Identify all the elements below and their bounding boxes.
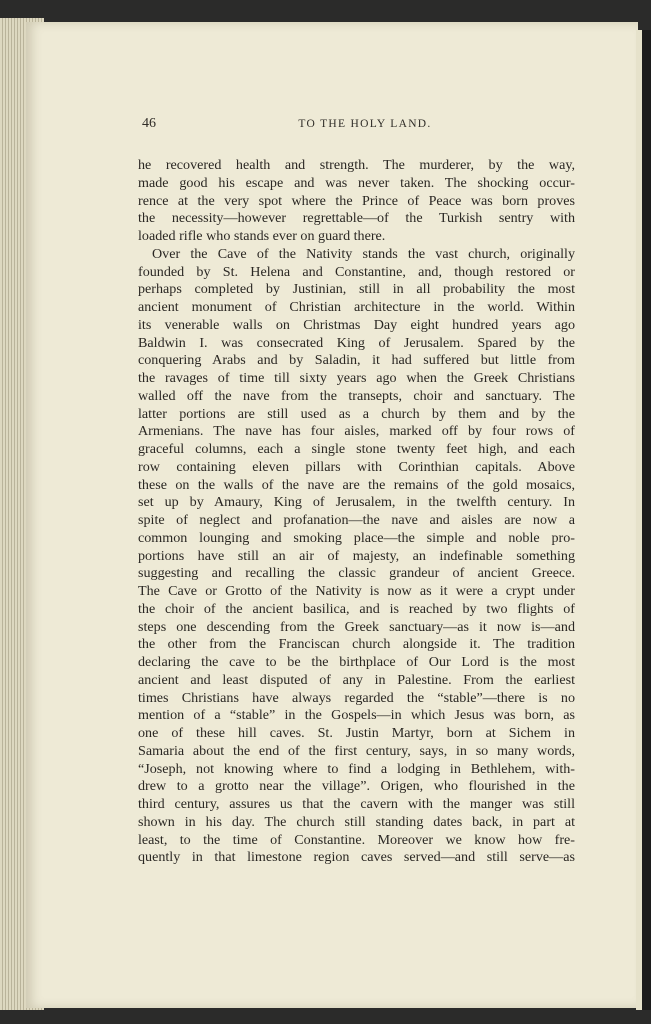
text-line: mention of a “stable” in the Gospels—in which Jesus was born, as (138, 707, 575, 724)
running-head: TO THE HOLY LAND. (298, 118, 432, 130)
text-line: the other from the Franciscan church alongside it. The tradition (138, 636, 575, 653)
text-line: he recovered health and strength. The murderer, by the way, (138, 157, 575, 173)
text-line: the necessity—however regrettable—of the Turkish sentry with (138, 210, 575, 227)
text-line: the choir of the ancient basilica, and is reached by two flights of (138, 600, 575, 617)
text-line: drew to a grotto near the village”. Origen, who flourished in the (138, 778, 575, 795)
text-line: the ravages of time till sixty years ago when the Greek Christians (138, 370, 575, 386)
text-line: made good his escape and was never taken. The shocking occur- (138, 174, 575, 191)
text-line: ancient monument of Christian architecture in the world. Within (138, 299, 575, 315)
text-line: loaded rifle who stands ever on guard there. (138, 228, 386, 244)
text-line: quently in that limestone region caves served—and still serve—as (138, 849, 575, 866)
text-line: conquering Arabs and by Saladin, it had suffered but little from (138, 352, 575, 369)
text-line: Armenians. The nave has four aisles, marked off by four rows of (138, 423, 575, 440)
text-line: Over the Cave of the Nativity stands the vast church, originally (152, 245, 575, 262)
text-line: ancient and least disputed of any in Palestine. From the earliest (138, 671, 575, 688)
text-line: founded by St. Helena and Constantine, and, though restored or (138, 263, 575, 280)
text-line: spite of neglect and profanation—the nave and aisles are now a (138, 512, 575, 528)
text-line: graceful columns, each a single stone twenty feet high, and each (138, 441, 575, 457)
text-line: “Joseph, not knowing where to find a lodging in Bethlehem, with- (138, 760, 575, 777)
text-line: row containing eleven pillars with Corinthian capitals. Above (138, 458, 575, 475)
text-line: one of these hill caves. St. Justin Martyr, born at Sichem in (138, 725, 575, 741)
text-line: walled off the nave from the transepts, choir and sanctuary. The (138, 387, 575, 404)
text-line: declaring the cave to be the birthplace of Our Lord is the most (138, 654, 575, 670)
text-line: least, to the time of Constantine. Moreover we know how fre- (138, 831, 575, 848)
text-line: set up by Amaury, King of Jerusalem, in the twelfth century. In (138, 494, 575, 511)
text-line: third century, assures us that the cavern with the manger was still (138, 796, 575, 812)
text-line: suggesting and recalling the classic grandeur of ancient Greece. (138, 565, 575, 582)
page-number: 46 (142, 116, 156, 131)
text-line: perhaps completed by Justinian, still in all probability the most (138, 281, 575, 298)
text-line: steps one descending from the Greek sanctuary—as it now is—and (138, 618, 575, 635)
text-line: rence at the very spot where the Prince of Peace was born proves (138, 192, 575, 209)
text-line: Samaria about the end of the first century, says, in so many words, (138, 742, 575, 759)
page-header (136, 116, 574, 136)
text-line: Baldwin I. was consecrated King of Jerusalem. Spared by the (138, 334, 575, 351)
text-line: these on the walls of the nave are the remains of the gold mosaics, (138, 476, 575, 493)
facing-page-edge (636, 30, 651, 1010)
text-line: portions have still an air of majesty, an indefinable something (138, 547, 575, 564)
body-text (138, 157, 575, 867)
text-line: shown in his day. The church still standing dates back, in part at (138, 813, 575, 830)
text-line: its venerable walls on Christmas Day eight hundred years ago (138, 316, 575, 333)
text-line: times Christians have always regarded the “stable”—there is no (138, 689, 575, 706)
text-line: The Cave or Grotto of the Nativity is now as it were a crypt under (138, 583, 575, 599)
text-line: common lounging and smoking place—the simple and noble pro- (138, 529, 575, 546)
text-line: latter portions are still used as a church by them and by the (138, 405, 575, 422)
